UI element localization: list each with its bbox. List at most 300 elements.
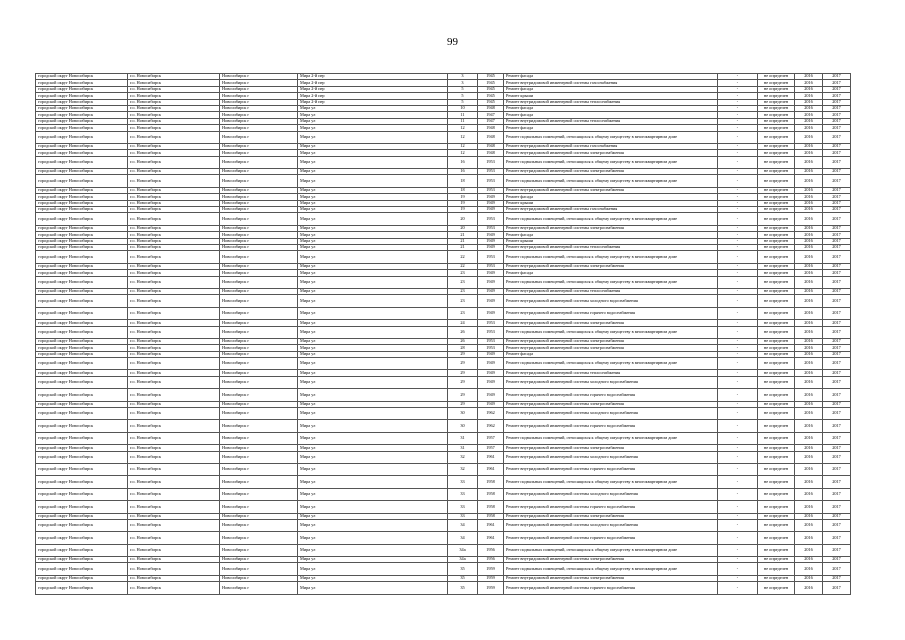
dash-cell: - <box>718 251 758 263</box>
municipality-cell: городской округ Новосибирск <box>36 238 128 244</box>
cost-cell: не определен <box>758 320 795 326</box>
work-type-cell: Ремонт внутридомовой инженерной системы электроснабжения <box>504 575 718 581</box>
municipality-cell: городской округ Новосибирск <box>36 408 128 420</box>
cost-cell: не определен <box>758 338 795 344</box>
municipality-cell: городской округ Новосибирск <box>36 118 128 124</box>
municipality-cell: городской округ Новосибирск <box>36 307 128 319</box>
dash-cell: - <box>718 80 758 86</box>
cost-cell: не определен <box>758 445 795 451</box>
street-cell: Мира ул <box>298 213 448 225</box>
table-row <box>36 420 851 432</box>
table-row <box>36 276 851 288</box>
build-year-cell: 1945 <box>478 93 504 99</box>
work-type-cell: Ремонт крыши <box>504 93 718 99</box>
dash-cell: - <box>718 488 758 500</box>
cost-cell: не определен <box>758 476 795 488</box>
cost-cell: не определен <box>758 263 795 269</box>
table-row <box>36 432 851 444</box>
settlement-cell: г.о. Новосибирск <box>128 358 220 370</box>
end-year-cell: 2017 <box>823 476 851 488</box>
table-row <box>36 532 851 544</box>
work-type-cell: Ремонт внутридомовой инженерной системы горячего водоснабжения <box>504 582 718 594</box>
start-year-cell: 2016 <box>795 513 823 519</box>
municipality-cell: городской округ Новосибирск <box>36 150 128 156</box>
city-cell: Новосибирск г <box>220 432 298 444</box>
street-cell: Мира ул <box>298 225 448 231</box>
dash-cell: - <box>718 86 758 92</box>
work-type-cell: Ремонт внутридомовой инженерной системы электроснабжения <box>504 345 718 351</box>
build-year-cell: 1949 <box>478 288 504 294</box>
municipality-cell: городской округ Новосибирск <box>36 86 128 92</box>
municipality-cell: городской округ Новосибирск <box>36 345 128 351</box>
build-year-cell: 1949 <box>478 376 504 388</box>
house-number-cell: 5 <box>448 93 478 99</box>
house-number-cell: 23 <box>448 270 478 276</box>
build-year-cell: 1959 <box>478 575 504 581</box>
settlement-cell: г.о. Новосибирск <box>128 326 220 338</box>
start-year-cell: 2016 <box>795 105 823 111</box>
settlement-cell: г.о. Новосибирск <box>128 118 220 124</box>
house-number-cell: 16 <box>448 169 478 175</box>
cost-cell: не определен <box>758 99 795 105</box>
city-cell: Новосибирск г <box>220 557 298 563</box>
work-type-cell: Ремонт внутридомовой инженерной системы электроснабжения <box>504 445 718 451</box>
settlement-cell: г.о. Новосибирск <box>128 232 220 238</box>
municipality-cell: городской округ Новосибирск <box>36 582 128 594</box>
house-number-cell: 12 <box>448 143 478 149</box>
street-cell: Мира ул <box>298 112 448 118</box>
street-cell: Мира ул <box>298 276 448 288</box>
cost-cell: не определен <box>758 295 795 307</box>
build-year-cell: 1962 <box>478 420 504 432</box>
settlement-cell: г.о. Новосибирск <box>128 445 220 451</box>
dash-cell: - <box>718 150 758 156</box>
settlement-cell: г.о. Новосибирск <box>128 582 220 594</box>
street-cell: Мира ул <box>298 238 448 244</box>
work-type-cell: Ремонт внутридомовой инженерной системы горячего водоснабжения <box>504 463 718 475</box>
build-year-cell: 1945 <box>478 80 504 86</box>
house-number-cell: 30 <box>448 420 478 432</box>
build-year-cell: 1949 <box>478 307 504 319</box>
municipality-cell: городской округ Новосибирск <box>36 156 128 168</box>
house-number-cell: 10 <box>448 105 478 111</box>
build-year-cell: 1948 <box>478 131 504 143</box>
end-year-cell: 2017 <box>823 295 851 307</box>
start-year-cell: 2016 <box>795 238 823 244</box>
work-type-cell: Ремонт фасада <box>504 105 718 111</box>
table-row <box>36 563 851 575</box>
settlement-cell: г.о. Новосибирск <box>128 519 220 531</box>
municipality-cell: городской округ Новосибирск <box>36 401 128 407</box>
cost-cell: не определен <box>758 213 795 225</box>
work-type-cell: Ремонт внутридомовой инженерной системы теплоснабжения <box>504 244 718 250</box>
municipality-cell: городской округ Новосибирск <box>36 169 128 175</box>
build-year-cell: 1953 <box>478 225 504 231</box>
end-year-cell: 2017 <box>823 118 851 124</box>
end-year-cell: 2017 <box>823 575 851 581</box>
municipality-cell: городской округ Новосибирск <box>36 213 128 225</box>
city-cell: Новосибирск г <box>220 358 298 370</box>
city-cell: Новосибирск г <box>220 105 298 111</box>
cost-cell: не определен <box>758 288 795 294</box>
city-cell: Новосибирск г <box>220 513 298 519</box>
work-type-cell: Ремонт подвальных помещений, относящихся к общему имуществу в многоквартирном доме <box>504 175 718 187</box>
table-row <box>36 307 851 319</box>
cost-cell: не определен <box>758 93 795 99</box>
start-year-cell: 2016 <box>795 150 823 156</box>
build-year-cell: 1945 <box>478 74 504 80</box>
street-cell: Мира ул <box>298 345 448 351</box>
house-number-cell: 3 <box>448 74 478 80</box>
street-cell: Мира ул <box>298 408 448 420</box>
end-year-cell: 2017 <box>823 207 851 213</box>
cost-cell: не определен <box>758 156 795 168</box>
build-year-cell: 1947 <box>478 112 504 118</box>
city-cell: Новосибирск г <box>220 338 298 344</box>
settlement-cell: г.о. Новосибирск <box>128 244 220 250</box>
street-cell: Мира ул <box>298 232 448 238</box>
city-cell: Новосибирск г <box>220 270 298 276</box>
street-cell: Мира ул <box>298 187 448 193</box>
work-type-cell: Ремонт внутридомовой инженерной системы электроснабжения <box>504 401 718 407</box>
cost-cell: не определен <box>758 187 795 193</box>
cost-cell: не определен <box>758 408 795 420</box>
build-year-cell: 1949 <box>478 358 504 370</box>
dash-cell: - <box>718 345 758 351</box>
municipality-cell: городской округ Новосибирск <box>36 288 128 294</box>
start-year-cell: 2016 <box>795 244 823 250</box>
work-type-cell: Ремонт внутридомовой инженерной системы электроснабжения <box>504 513 718 519</box>
house-number-cell: 33 <box>448 488 478 500</box>
start-year-cell: 2016 <box>795 307 823 319</box>
city-cell: Новосибирск г <box>220 563 298 575</box>
city-cell: Новосибирск г <box>220 544 298 556</box>
settlement-cell: г.о. Новосибирск <box>128 488 220 500</box>
end-year-cell: 2017 <box>823 251 851 263</box>
dash-cell: - <box>718 358 758 370</box>
start-year-cell: 2016 <box>795 80 823 86</box>
municipality-cell: городской округ Новосибирск <box>36 93 128 99</box>
house-number-cell: 19 <box>448 194 478 200</box>
build-year-cell: 1959 <box>478 582 504 594</box>
start-year-cell: 2016 <box>795 131 823 143</box>
build-year-cell: 1948 <box>478 125 504 131</box>
work-type-cell: Ремонт внутридомовой инженерной системы холодного водоснабжения <box>504 451 718 463</box>
work-type-cell: Ремонт внутридомовой инженерной системы электроснабжения <box>504 225 718 231</box>
start-year-cell: 2016 <box>795 488 823 500</box>
house-number-cell: 34 <box>448 519 478 531</box>
municipality-cell: городской округ Новосибирск <box>36 232 128 238</box>
build-year-cell: 1958 <box>478 501 504 513</box>
cost-cell: не определен <box>758 532 795 544</box>
street-cell: Мира ул <box>298 270 448 276</box>
settlement-cell: г.о. Новосибирск <box>128 225 220 231</box>
table-row <box>36 213 851 225</box>
municipality-cell: городской округ Новосибирск <box>36 557 128 563</box>
city-cell: Новосибирск г <box>220 112 298 118</box>
house-number-cell: 33 <box>448 501 478 513</box>
municipality-cell: городской округ Новосибирск <box>36 370 128 376</box>
city-cell: Новосибирск г <box>220 200 298 206</box>
municipality-cell: городской округ Новосибирск <box>36 476 128 488</box>
work-type-cell: Ремонт внутридомовой инженерной системы горячего водоснабжения <box>504 501 718 513</box>
table-row <box>36 156 851 168</box>
house-number-cell: 28 <box>448 345 478 351</box>
settlement-cell: г.о. Новосибирск <box>128 207 220 213</box>
end-year-cell: 2017 <box>823 557 851 563</box>
dash-cell: - <box>718 295 758 307</box>
street-cell: Мира ул <box>298 445 448 451</box>
dash-cell: - <box>718 263 758 269</box>
end-year-cell: 2017 <box>823 463 851 475</box>
settlement-cell: г.о. Новосибирск <box>128 557 220 563</box>
street-cell: Мира 2-й пер <box>298 93 448 99</box>
settlement-cell: г.о. Новосибирск <box>128 376 220 388</box>
end-year-cell: 2017 <box>823 112 851 118</box>
dash-cell: - <box>718 99 758 105</box>
settlement-cell: г.о. Новосибирск <box>128 263 220 269</box>
work-type-cell: Ремонт внутридомовой инженерной системы теплоснабжения <box>504 370 718 376</box>
street-cell: Мира ул <box>298 557 448 563</box>
city-cell: Новосибирск г <box>220 125 298 131</box>
dash-cell: - <box>718 557 758 563</box>
dash-cell: - <box>718 420 758 432</box>
end-year-cell: 2017 <box>823 200 851 206</box>
cost-cell: не определен <box>758 225 795 231</box>
street-cell: Мира ул <box>298 118 448 124</box>
city-cell: Новосибирск г <box>220 582 298 594</box>
municipality-cell: городской округ Новосибирск <box>36 200 128 206</box>
municipality-cell: городской округ Новосибирск <box>36 445 128 451</box>
house-number-cell: 21 <box>448 232 478 238</box>
dash-cell: - <box>718 476 758 488</box>
cost-cell: не определен <box>758 125 795 131</box>
work-type-cell: Ремонт фасада <box>504 74 718 80</box>
work-type-cell: Ремонт фасада <box>504 232 718 238</box>
build-year-cell: 1949 <box>478 351 504 357</box>
build-year-cell: 1947 <box>478 118 504 124</box>
settlement-cell: г.о. Новосибирск <box>128 432 220 444</box>
end-year-cell: 2017 <box>823 376 851 388</box>
street-cell: Мира ул <box>298 125 448 131</box>
end-year-cell: 2017 <box>823 513 851 519</box>
city-cell: Новосибирск г <box>220 74 298 80</box>
start-year-cell: 2016 <box>795 194 823 200</box>
work-type-cell: Ремонт подвальных помещений, относящихся к общему имуществу в многоквартирном доме <box>504 326 718 338</box>
build-year-cell: 1953 <box>478 320 504 326</box>
cost-cell: не определен <box>758 488 795 500</box>
street-cell: Мира ул <box>298 358 448 370</box>
settlement-cell: г.о. Новосибирск <box>128 125 220 131</box>
cost-cell: не определен <box>758 513 795 519</box>
municipality-cell: городской округ Новосибирск <box>36 532 128 544</box>
build-year-cell: 1953 <box>478 175 504 187</box>
house-number-cell: 35 <box>448 575 478 581</box>
table-row <box>36 451 851 463</box>
dash-cell: - <box>718 175 758 187</box>
end-year-cell: 2017 <box>823 563 851 575</box>
municipality-cell: городской округ Новосибирск <box>36 105 128 111</box>
house-number-cell: 22 <box>448 263 478 269</box>
house-number-cell: 11 <box>448 112 478 118</box>
cost-cell: не определен <box>758 575 795 581</box>
cost-cell: не определен <box>758 244 795 250</box>
build-year-cell: 1959 <box>478 563 504 575</box>
city-cell: Новосибирск г <box>220 476 298 488</box>
house-number-cell: 23 <box>448 307 478 319</box>
end-year-cell: 2017 <box>823 156 851 168</box>
settlement-cell: г.о. Новосибирск <box>128 408 220 420</box>
build-year-cell: 1953 <box>478 251 504 263</box>
settlement-cell: г.о. Новосибирск <box>128 501 220 513</box>
street-cell: Мира ул <box>298 307 448 319</box>
settlement-cell: г.о. Новосибирск <box>128 476 220 488</box>
house-number-cell: 29 <box>448 401 478 407</box>
work-type-cell: Ремонт внутридомовой инженерной системы холодного водоснабжения <box>504 408 718 420</box>
settlement-cell: г.о. Новосибирск <box>128 143 220 149</box>
dash-cell: - <box>718 575 758 581</box>
start-year-cell: 2016 <box>795 501 823 513</box>
dash-cell: - <box>718 225 758 231</box>
dash-cell: - <box>718 544 758 556</box>
start-year-cell: 2016 <box>795 99 823 105</box>
municipality-cell: городской округ Новосибирск <box>36 112 128 118</box>
street-cell: Мира ул <box>298 519 448 531</box>
end-year-cell: 2017 <box>823 445 851 451</box>
cost-cell: не определен <box>758 345 795 351</box>
settlement-cell: г.о. Новосибирск <box>128 238 220 244</box>
start-year-cell: 2016 <box>795 358 823 370</box>
house-number-cell: 19 <box>448 207 478 213</box>
build-year-cell: 1949 <box>478 232 504 238</box>
cost-cell: не определен <box>758 582 795 594</box>
start-year-cell: 2016 <box>795 582 823 594</box>
cost-cell: не определен <box>758 432 795 444</box>
settlement-cell: г.о. Новосибирск <box>128 320 220 326</box>
end-year-cell: 2017 <box>823 225 851 231</box>
end-year-cell: 2017 <box>823 143 851 149</box>
start-year-cell: 2016 <box>795 370 823 376</box>
start-year-cell: 2016 <box>795 575 823 581</box>
dash-cell: - <box>718 131 758 143</box>
settlement-cell: г.о. Новосибирск <box>128 563 220 575</box>
municipality-cell: городской округ Новосибирск <box>36 420 128 432</box>
dash-cell: - <box>718 376 758 388</box>
municipality-cell: городской округ Новосибирск <box>36 125 128 131</box>
municipality-cell: городской округ Новосибирск <box>36 376 128 388</box>
start-year-cell: 2016 <box>795 345 823 351</box>
settlement-cell: г.о. Новосибирск <box>128 156 220 168</box>
cost-cell: не определен <box>758 501 795 513</box>
dash-cell: - <box>718 307 758 319</box>
end-year-cell: 2017 <box>823 194 851 200</box>
start-year-cell: 2016 <box>795 532 823 544</box>
city-cell: Новосибирск г <box>220 445 298 451</box>
table-row <box>36 476 851 488</box>
street-cell: Мира ул <box>298 175 448 187</box>
settlement-cell: г.о. Новосибирск <box>128 338 220 344</box>
city-cell: Новосибирск г <box>220 156 298 168</box>
house-number-cell: 29 <box>448 376 478 388</box>
cost-cell: не определен <box>758 150 795 156</box>
build-year-cell: 1945 <box>478 86 504 92</box>
house-number-cell: 24 <box>448 320 478 326</box>
house-number-cell: 33 <box>448 513 478 519</box>
city-cell: Новосибирск г <box>220 150 298 156</box>
dash-cell: - <box>718 288 758 294</box>
settlement-cell: г.о. Новосибирск <box>128 150 220 156</box>
street-cell: Мира ул <box>298 295 448 307</box>
city-cell: Новосибирск г <box>220 575 298 581</box>
settlement-cell: г.о. Новосибирск <box>128 86 220 92</box>
build-year-cell: 1956 <box>478 557 504 563</box>
build-year-cell: 1958 <box>478 513 504 519</box>
build-year-cell: 1958 <box>478 488 504 500</box>
end-year-cell: 2017 <box>823 125 851 131</box>
start-year-cell: 2016 <box>795 320 823 326</box>
street-cell: Мира ул <box>298 420 448 432</box>
dash-cell: - <box>718 74 758 80</box>
dash-cell: - <box>718 320 758 326</box>
end-year-cell: 2017 <box>823 451 851 463</box>
house-number-cell: 32 <box>448 451 478 463</box>
end-year-cell: 2017 <box>823 150 851 156</box>
city-cell: Новосибирск г <box>220 207 298 213</box>
work-type-cell: Ремонт внутридомовой инженерной системы электроснабжения <box>504 320 718 326</box>
dash-cell: - <box>718 501 758 513</box>
city-cell: Новосибирск г <box>220 80 298 86</box>
table-row <box>36 389 851 401</box>
end-year-cell: 2017 <box>823 582 851 594</box>
municipality-cell: городской округ Новосибирск <box>36 143 128 149</box>
start-year-cell: 2016 <box>795 213 823 225</box>
settlement-cell: г.о. Новосибирск <box>128 187 220 193</box>
end-year-cell: 2017 <box>823 401 851 407</box>
work-type-cell: Ремонт фасада <box>504 125 718 131</box>
end-year-cell: 2017 <box>823 420 851 432</box>
cost-cell: не определен <box>758 118 795 124</box>
city-cell: Новосибирск г <box>220 408 298 420</box>
build-year-cell: 1953 <box>478 345 504 351</box>
start-year-cell: 2016 <box>795 326 823 338</box>
municipality-cell: городской округ Новосибирск <box>36 501 128 513</box>
street-cell: Мира ул <box>298 169 448 175</box>
city-cell: Новосибирск г <box>220 276 298 288</box>
work-type-cell: Ремонт фасада <box>504 112 718 118</box>
settlement-cell: г.о. Новосибирск <box>128 112 220 118</box>
work-type-cell: Ремонт внутридомовой инженерной системы холодного водоснабжения <box>504 519 718 531</box>
city-cell: Новосибирск г <box>220 389 298 401</box>
street-cell: Мира ул <box>298 488 448 500</box>
city-cell: Новосибирск г <box>220 345 298 351</box>
street-cell: Мира ул <box>298 451 448 463</box>
start-year-cell: 2016 <box>795 432 823 444</box>
cost-cell: не определен <box>758 276 795 288</box>
municipality-cell: городской округ Новосибирск <box>36 207 128 213</box>
settlement-cell: г.о. Новосибирск <box>128 251 220 263</box>
dash-cell: - <box>718 408 758 420</box>
street-cell: Мира ул <box>298 513 448 519</box>
start-year-cell: 2016 <box>795 93 823 99</box>
street-cell: Мира ул <box>298 194 448 200</box>
street-cell: Мира ул <box>298 501 448 513</box>
house-number-cell: 18 <box>448 175 478 187</box>
dash-cell: - <box>718 238 758 244</box>
work-type-cell: Ремонт фасада <box>504 194 718 200</box>
city-cell: Новосибирск г <box>220 225 298 231</box>
cost-cell: не определен <box>758 326 795 338</box>
dash-cell: - <box>718 244 758 250</box>
